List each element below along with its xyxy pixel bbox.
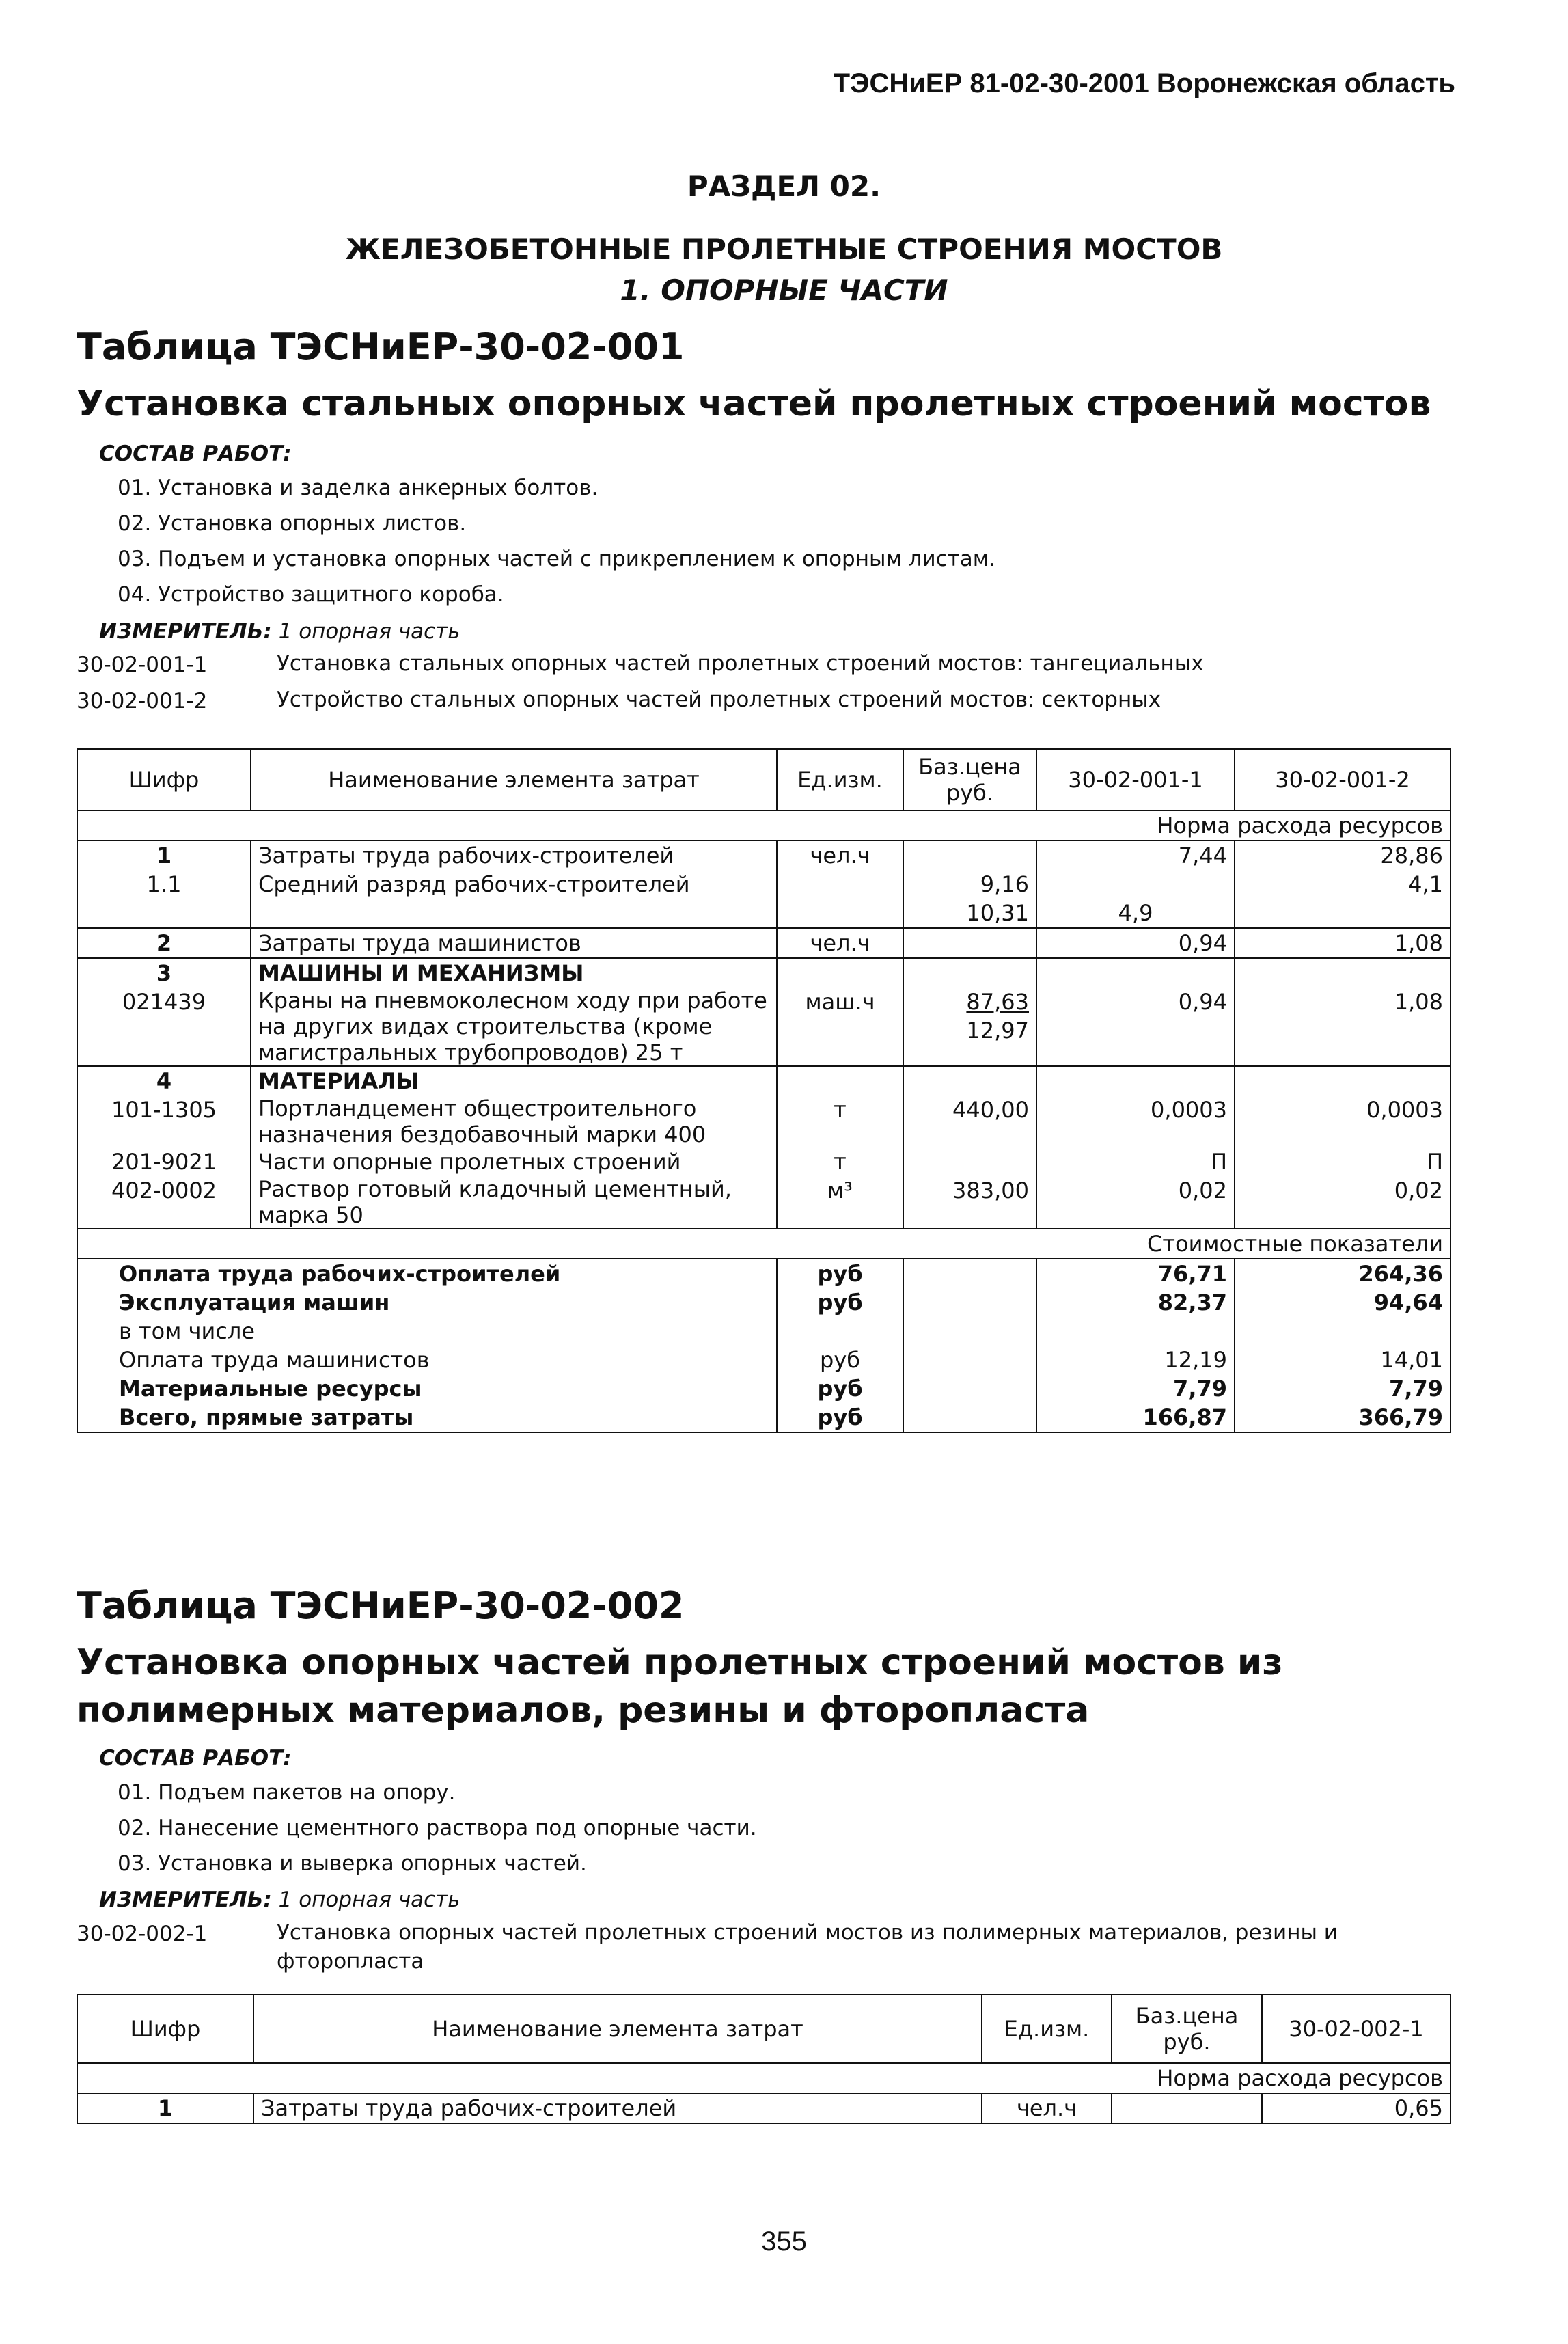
cell-value [1235, 899, 1450, 928]
table1-meter [99, 619, 460, 644]
cell-code: 3 [77, 958, 251, 987]
table-row [77, 870, 1450, 899]
cell-price [903, 958, 1036, 987]
cell-value: 4,1 [1235, 870, 1450, 899]
norm-band-row [77, 810, 1450, 841]
table-row [77, 928, 1450, 958]
cell-price: 9,16 [903, 870, 1036, 899]
page-number: 355 [761, 2226, 807, 2257]
cell-unit [777, 1066, 903, 1095]
cell-price [1112, 2093, 1262, 2123]
cell-price [903, 1147, 1036, 1176]
cell-value: 4,9 [1036, 899, 1235, 928]
cell-price [903, 841, 1036, 870]
resource-table-2 [77, 1994, 1451, 2124]
cell-name [251, 899, 777, 928]
cell-unit: чел.ч [777, 841, 903, 870]
table1-work-item: 02. Установка опорных листов. [118, 511, 467, 536]
cost-value: 7,79 [1235, 1374, 1450, 1403]
cost-value: 7,79 [1036, 1374, 1235, 1403]
cost-name: Всего, прямые затраты [77, 1403, 777, 1432]
cell-price [903, 1066, 1036, 1095]
column-header: Ед.изм. [777, 749, 903, 810]
document-header: ТЭСНиЕР 81-02-30-2001 Воронежская область [833, 68, 1455, 98]
table2-work-item: 01. Подъем пакетов на опору. [118, 1780, 456, 1805]
cell-value: 28,86 [1235, 841, 1450, 870]
subsection-title: ЖЕЛЕЗОБЕТОННЫЕ ПРОЛЕТНЫЕ СТРОЕНИЯ МОСТОВ [345, 232, 1223, 266]
table2-work-label: СОСТАВ РАБОТ: [99, 1746, 292, 1771]
cost-unit: руб [777, 1288, 903, 1317]
meter-value: 1 опорная часть [278, 1888, 460, 1912]
cell-name: Затраты труда рабочих-строителей [251, 841, 777, 870]
table1-code: 30-02-001-2 [77, 689, 208, 713]
table-row [77, 2093, 1450, 2123]
cell-unit: чел.ч [777, 928, 903, 958]
cost-row [77, 1346, 1450, 1374]
cell-unit: м³ [777, 1176, 903, 1229]
cell-unit [777, 870, 903, 899]
table-row [77, 958, 1450, 987]
cell-price: 383,00 [903, 1176, 1036, 1229]
cost-unit [777, 1317, 903, 1346]
cell-unit: т [777, 1095, 903, 1147]
cell-code: 4 [77, 1066, 251, 1095]
cell-value: 1,08 [1235, 928, 1450, 958]
cell-value: П [1036, 1147, 1235, 1176]
table2-code-desc: Установка опорных частей пролетных строений мостов из полимерных материалов, резины и фторопласта [277, 1920, 1338, 1974]
cell-value [1235, 958, 1450, 987]
table-header-row [77, 749, 1450, 810]
cost-name: Оплата труда рабочих-строителей [77, 1259, 777, 1288]
table1-code: 30-02-001-1 [77, 653, 208, 677]
cell-name: МАШИНЫ И МЕХАНИЗМЫ [251, 958, 777, 987]
cell-code: 2 [77, 928, 251, 958]
cost-name: Материальные ресурсы [77, 1374, 777, 1403]
cell-unit: т [777, 1147, 903, 1176]
norm-band: Норма расхода ресурсов [77, 2063, 1450, 2093]
cost-name: в том числе [77, 1317, 777, 1346]
cell-name: Раствор готовый кладочный цементный, марка 50 [251, 1176, 777, 1229]
cost-unit: руб [777, 1346, 903, 1374]
cell-value: 0,02 [1235, 1176, 1450, 1229]
subsubsection-title: 1. ОПОРНЫЕ ЧАСТИ [620, 273, 948, 307]
cost-band-row [77, 1229, 1450, 1259]
cost-unit: руб [777, 1259, 903, 1288]
cell-value [1235, 1066, 1450, 1095]
section-title: РАЗДЕЛ 02. [687, 169, 881, 203]
table1-work-label: СОСТАВ РАБОТ: [99, 441, 292, 466]
cell-value: 0,0003 [1036, 1095, 1235, 1147]
cost-row [77, 1288, 1450, 1317]
table2-heading: Установка опорных частей пролетных строений мостов из полимерных материалов, резины и фторопласта [77, 1642, 1283, 1731]
cell-code: 1 [77, 2093, 253, 2123]
cost-value: 264,36 [1235, 1259, 1450, 1288]
cell-name: Затраты труда машинистов [251, 928, 777, 958]
column-header: Баз.цена руб. [1112, 1995, 1262, 2063]
column-header: Баз.цена руб. [903, 749, 1036, 810]
cell-value: 0,0003 [1235, 1095, 1450, 1147]
table-row [77, 1147, 1450, 1176]
table-row [77, 899, 1450, 928]
table-row [77, 1095, 1450, 1147]
cell-name: Части опорные пролетных строений [251, 1147, 777, 1176]
table2-title: Таблица ТЭСНиЕР-30-02-002 [77, 1584, 685, 1627]
cell-code: 021439 [77, 987, 251, 1066]
cell-code: 1.1 [77, 870, 251, 899]
cost-value: 366,79 [1235, 1403, 1450, 1432]
cost-band: Стоимостные показатели [77, 1229, 1450, 1259]
cell-value: 0,65 [1262, 2093, 1450, 2123]
cell-code: 1 [77, 841, 251, 870]
meter-value: 1 опорная часть [278, 619, 460, 644]
cost-row [77, 1403, 1450, 1432]
table-header-row [77, 1995, 1450, 2063]
table-row [77, 841, 1450, 870]
column-header: Наименование элемента затрат [253, 1995, 982, 2063]
column-header: Наименование элемента затрат [251, 749, 777, 810]
table1-work-item: 03. Подъем и установка опорных частей с прикреплением к опорным листам. [118, 547, 996, 571]
cell-value: 1,08 [1235, 987, 1450, 1066]
cell-price: 10,31 [903, 899, 1036, 928]
cost-value: 14,01 [1235, 1346, 1450, 1374]
cost-unit: руб [777, 1374, 903, 1403]
table1-code-desc: Установка стальных опорных частей пролетных строений мостов: тангециальных [277, 651, 1204, 676]
cost-value: 82,37 [1036, 1288, 1235, 1317]
cell-name: Краны на пневмоколесном ходу при работе на других видах строительства (кроме магистральных трубопроводов) 25 т [251, 987, 777, 1066]
cost-row [77, 1259, 1450, 1288]
table-row [77, 1066, 1450, 1095]
table1-heading: Установка стальных опорных частей пролетных строений мостов [77, 383, 1431, 424]
cost-value [1036, 1317, 1235, 1346]
cost-value: 94,64 [1235, 1288, 1450, 1317]
cell-name: Средний разряд рабочих-строителей [251, 870, 777, 899]
norm-band-row [77, 2063, 1450, 2093]
cell-unit [777, 958, 903, 987]
cell-value: 7,44 [1036, 841, 1235, 870]
cost-unit: руб [777, 1403, 903, 1432]
table2-code: 30-02-002-1 [77, 1922, 208, 1946]
column-header: Шифр [77, 749, 251, 810]
cost-value: 76,71 [1036, 1259, 1235, 1288]
column-header: 30-02-002-1 [1262, 1995, 1450, 2063]
column-header: Ед.изм. [982, 1995, 1112, 2063]
table-row [77, 987, 1450, 1066]
cell-value: 0,94 [1036, 987, 1235, 1066]
table1-code-desc: Устройство стальных опорных частей пролетных строений мостов: секторных [277, 687, 1161, 712]
cost-row [77, 1374, 1450, 1403]
cost-value: 166,87 [1036, 1403, 1235, 1432]
cell-price [903, 987, 1036, 1066]
cell-unit: чел.ч [982, 2093, 1112, 2123]
cell-code: 101-1305 [77, 1095, 251, 1147]
cell-code: 201-9021 [77, 1147, 251, 1176]
cell-unit [777, 899, 903, 928]
cell-value: П [1235, 1147, 1450, 1176]
table2-meter [99, 1888, 460, 1912]
cell-name: МАТЕРИАЛЫ [251, 1066, 777, 1095]
column-header: 30-02-001-2 [1235, 749, 1450, 810]
column-header: Шифр [77, 1995, 253, 2063]
cost-value [1235, 1317, 1450, 1346]
table2-work-item: 03. Установка и выверка опорных частей. [118, 1851, 587, 1876]
cell-price: 440,00 [903, 1095, 1036, 1147]
norm-band: Норма расхода ресурсов [77, 810, 1450, 841]
cell-unit: маш.ч [777, 987, 903, 1066]
cost-row [77, 1317, 1450, 1346]
cell-name: Портландцемент общестроительного назначения бездобавочный марки 400 [251, 1095, 777, 1147]
cell-code [77, 899, 251, 928]
cell-price [903, 928, 1036, 958]
cell-name: Затраты труда рабочих-строителей [253, 2093, 982, 2123]
cell-value: 0,02 [1036, 1176, 1235, 1229]
table1-work-item: 01. Установка и заделка анкерных болтов. [118, 476, 599, 500]
price-value-secondary: 12,97 [966, 1018, 1029, 1044]
cell-value [1036, 958, 1235, 987]
cell-value [1036, 870, 1235, 899]
cell-value: 0,94 [1036, 928, 1235, 958]
resource-table-1 [77, 748, 1451, 1433]
price-value: 87,63 [966, 989, 1029, 1015]
cell-value [1036, 1066, 1235, 1095]
table1-work-item: 04. Устройство защитного короба. [118, 582, 504, 607]
cost-value: 12,19 [1036, 1346, 1235, 1374]
table1-title: Таблица ТЭСНиЕР-30-02-001 [77, 325, 685, 368]
cost-name: Оплата труда машинистов [77, 1346, 777, 1374]
cell-code: 402-0002 [77, 1176, 251, 1229]
table-row [77, 1176, 1450, 1229]
meter-label: ИЗМЕРИТЕЛЬ: [99, 1888, 272, 1912]
cost-name: Эксплуатация машин [77, 1288, 777, 1317]
column-header: 30-02-001-1 [1036, 749, 1235, 810]
meter-label: ИЗМЕРИТЕЛЬ: [99, 619, 272, 644]
table2-work-item: 02. Нанесение цементного раствора под опорные части. [118, 1816, 757, 1840]
